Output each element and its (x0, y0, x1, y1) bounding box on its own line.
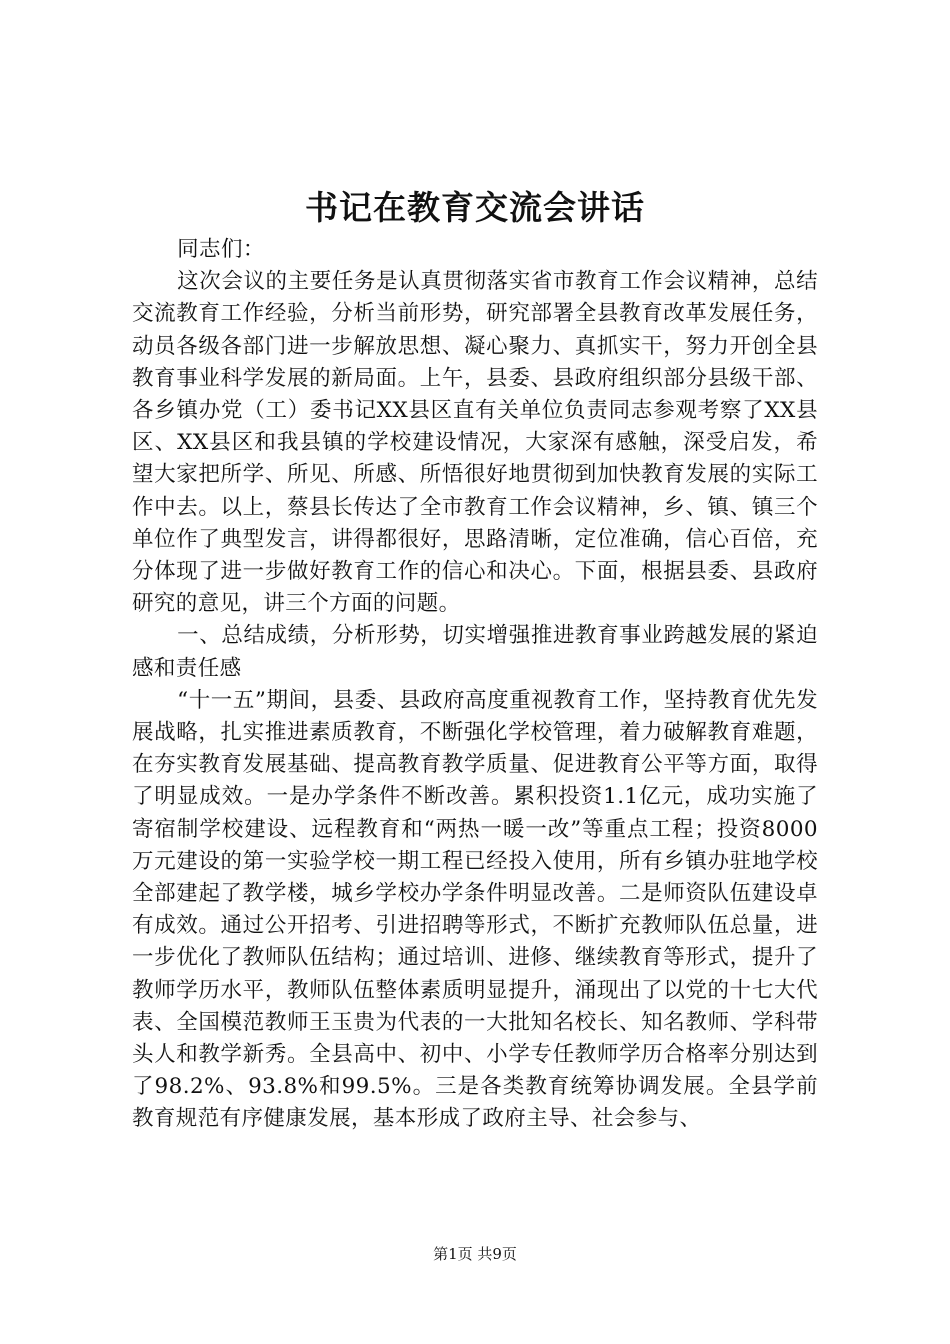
paragraph-achievements: “十一五”期间，县委、县政府高度重视教育工作，坚持教育优先发展战略，扎实推进素质教育，不断强化学校管理，着力破解教育难题，在夯实教育发展基础、提高教育教学质量、促进教育公平等方面，取得了明显成效。一是办学条件不断改善。累积投资1.1亿元，成功实施了寄宿制学校建设、远程教育和“两热一暖一改”等重点工程；投资8000万元建设的第一实验学校一期工程已经投入使用，所有乡镇办驻地学校全部建起了教学楼，城乡学校办学条件明显改善。二是师资队伍建设卓有成效。通过公开招考、引进招聘等形式，不断扩充教师队伍总量，进一步优化了教师队伍结构；通过培训、进修、继续教育等形式，提升了教师学历水平，教师队伍整体素质明显提升，涌现出了以党的十七大代表、全国模范教师王玉贵为代表的一大批知名校长、知名教师、学科带头人和教学新秀。全县高中、初中、小学专任教师学历合格率分别达到了98.2%、93.8%和99.5%。三是各类教育统筹协调发展。全县学前教育规范有序健康发展，基本形成了政府主导、社会参与、 (132, 687, 818, 1132)
paragraph-intro: 这次会议的主要任务是认真贯彻落实省市教育工作会议精神，总结交流教育工作经验，分析当前形势，研究部署全县教育改革发展任务，动员各级各部门进一步解放思想、凝心聚力、真抓实干，努力开创全县教育事业科学发展的新局面。上午，县委、县政府组织部分县级干部、各乡镇办党（工）委书记XX县区直有关单位负责同志参观考察了XX县区、XX县区和我县镇的学校建设情况，大家深有感触，深受启发，希望大家把所学、所见、所感、所悟很好地贯彻到加快教育发展的实际工作中去。以上，蔡县长传达了全市教育工作会议精神，乡、镇、镇三个单位作了典型发言，讲得都很好，思路清晰，定位准确，信心百倍，充分体现了进一步做好教育工作的信心和决心。下面，根据县委、县政府研究的意见，讲三个方面的问题。 (132, 269, 818, 617)
document-body (132, 234, 818, 1136)
section-heading-1: 一、总结成绩，分析形势，切实增强推进教育事业跨越发展的紧迫感和责任感 (132, 623, 818, 681)
document-title: 书记在教育交流会讲话 (305, 188, 645, 227)
page-footer: 第1页 共9页 (433, 1245, 517, 1263)
salutation: 同志们： (177, 237, 265, 262)
